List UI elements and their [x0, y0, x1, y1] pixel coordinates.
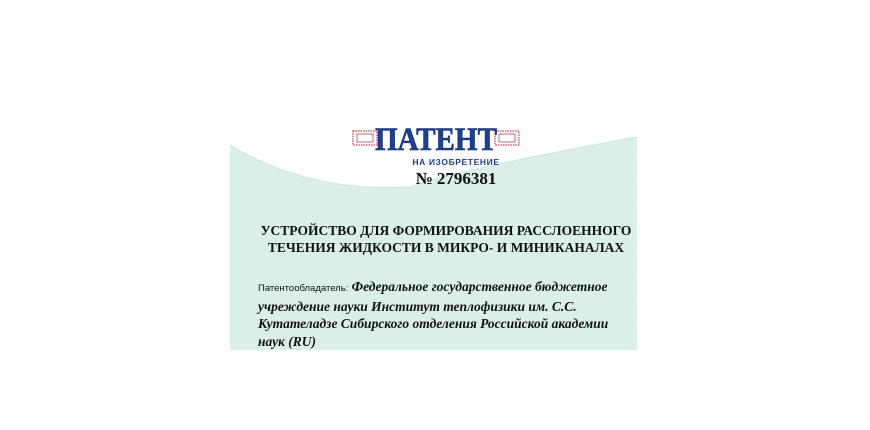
patent-certificate [230, 75, 637, 350]
invention-title: УСТРОЙСТВО ДЛЯ ФОРМИРОВАНИЯ РАССЛОЕННОГО ТЕЧЕНИЯ ЖИДКОСТИ В МИКРО- И МИНИКАНАЛАХ [260, 223, 632, 255]
ornament-left-icon [353, 131, 377, 145]
holder-name: Федеральное государственное бюджетное учреждение науки Институт теплофизики им. С.С. Кутателадзе Сибирского отделения Российской академии наук (RU) [258, 279, 609, 349]
patent-holder [258, 278, 628, 350]
patent-number: № 2796381 [415, 169, 497, 188]
holder-label: Патентообладатель: [258, 283, 349, 294]
patent-heading: ПАТЕНТ [375, 122, 497, 157]
patent-heading-seal [347, 121, 525, 157]
ornament-right-icon [495, 131, 519, 145]
patent-subheading: НА ИЗОБРЕТЕНИЕ [412, 157, 500, 167]
